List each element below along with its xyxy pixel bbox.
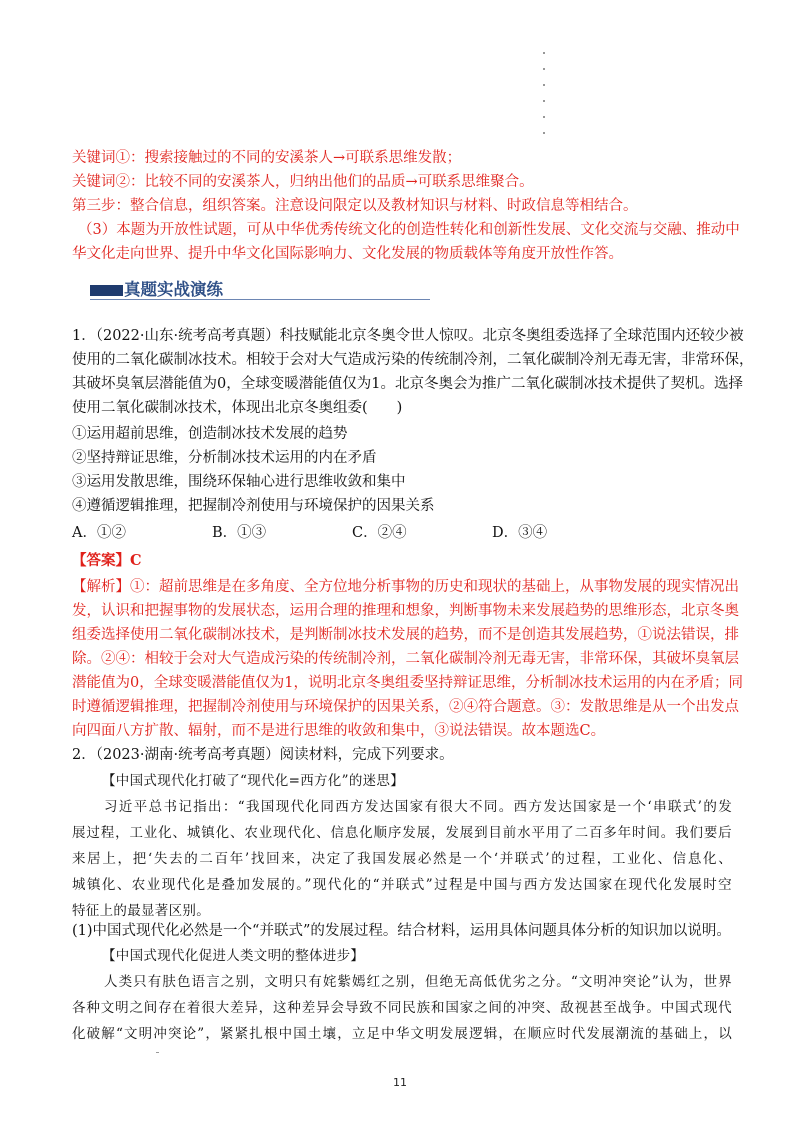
step-three-line: 第三步：整合信息，组织答案。注意设问限定以及教材知识与材料、时政信息等相结合。 (72, 198, 638, 214)
margin-dots (541, 52, 547, 148)
q1-analysis-line-5: 潜能值为0，全球变暖潜能值仅为1，说明北京冬奥组委坚持辩证思维，分析制冰技术运用的内在矛盾；同 (72, 675, 743, 691)
open-question-line-1: （3）本题为开放性试题，可从中华优秀传统文化的创造性转化和创新性发展、文化交流与交融、推动中 (78, 222, 740, 238)
q2-para2-line-2: 各种文明之间存在着很大差异，这种差异会导致不同民族和国家之间的冲突、敌视甚至战争。中国式现代 (72, 1000, 732, 1016)
q1-answer: 【答案】C (72, 552, 142, 569)
keyword-line-2: 关键词②：比较不同的安溪茶人，归纳出他们的品质→可联系思维聚合。 (72, 174, 534, 190)
q1-analysis-line-3: 组委选择使用二氧化碳制冰技术，是判断制冰技术发展的趋势，而不是创造其发展趋势，①说法错误，排 (72, 627, 739, 643)
q1-stem-line-1: 1．（2022·山东·统考高考真题）科技赋能北京冬奥令世人惊叹。北京冬奥组委选择了全球范围内还较少被 (72, 328, 744, 344)
section-underline (90, 299, 430, 300)
open-question-line-2: 华文化走向世界、提升中华文化国际影响力、文化发展的物质载体等角度开放性作答。 (72, 246, 623, 262)
q1-analysis-line-4: 除。②④：相较于会对大气造成污染的传统制冷剂，二氧化碳制冷剂无毒无害，非常环保，其破坏臭氧层 (72, 651, 739, 667)
q2-para1-line-4: 城镇化、农业现代化是叠加发展的。”现代化的“并联式”过程是中国与西方发达国家在现代化发展时空 (72, 877, 732, 893)
q1-stem-line-2: 使用的二氧化碳制冰技术。相较于会对大气造成污染的传统制冷剂，二氧化碳制冷剂无毒无害，非常环保， (72, 352, 754, 368)
q1-analysis-line-2: 发，认识和把握事物的发展状态，运用合理的推理和想象，判断事物未来发展趋势的思维形态，北京冬奥 (72, 603, 739, 619)
option-d: D．③④ (492, 525, 548, 541)
option-b: B．①③ (212, 525, 267, 541)
stray-mark (156, 1052, 159, 1053)
q1-stem-line-4: 使用二氧化碳制冰技术，体现出北京冬奥组委( ) (72, 400, 403, 416)
q1-analysis-line-6: 时遵循逻辑推理，把握制冷剂使用与环境保护的因果关系，②④符合题意。③：发散思维是从一个出发点 (72, 699, 739, 715)
q2-question-1: (1)中国式现代化必然是一个“并联式”的发展过程。结合材料，运用具体问题具体分析的知识加以说明。 (72, 923, 731, 939)
q2-material-heading-1: 【中国式现代化打破了“现代化=西方化”的迷思】 (102, 773, 405, 789)
q2-para1-line-3: 来居上，把‘失去的二百年’找回来，决定了我国发展必然是一个‘并联式’的过程，工业化、信息化、 (72, 851, 732, 867)
q1-item-4: ④遵循逻辑推理，把握制冷剂使用与环境保护的因果关系 (72, 498, 435, 514)
q2-para1-line-5: 特征上的最显著区别。 (72, 903, 210, 919)
q1-item-1: ①运用超前思维，创造制冰技术发展的趋势 (72, 426, 348, 442)
q2-para1-line-2: 展过程，工业化、城镇化、农业现代化、信息化顺序发展，发展到目前水平用了二百多年时间。我们要后 (72, 825, 732, 841)
q1-item-3: ③运用发散思维，围绕环保轴心进行思维收敛和集中 (72, 474, 406, 490)
q2-para2-line-3: 化破解“文明冲突论”，紧紧扎根中国土壤，立足中华文明发展逻辑，在顺应时代发展潮流的基础上，以 (72, 1026, 732, 1042)
section-header (90, 279, 430, 307)
q1-options (72, 523, 632, 543)
section-bar-icon (90, 285, 123, 296)
page-number: 11 (393, 1076, 407, 1089)
q1-stem-line-3: 其破坏臭氧层潜能值为0，全球变暖潜能值仅为1。北京冬奥会为推广二氧化碳制冰技术提供了契机。选择 (72, 376, 743, 392)
q1-analysis-line-1: 【解析】①：超前思维是在多角度、全方位地分析事物的历史和现状的基础上，从事物发展的现实情况出 (72, 579, 739, 595)
option-c: C．②④ (352, 525, 407, 541)
q2-para2-line-1: 人类只有肤色语言之别，文明只有姹紫嫣红之别，但绝无高低优劣之分。“文明冲突论”认为，世界 (104, 974, 732, 990)
keyword-line-1: 关键词①：搜索接触过的不同的安溪茶人→可联系思维发散； (72, 150, 462, 166)
q2-para1-line-1: 习近平总书记指出：“我国现代化同西方发达国家有很大不同。西方发达国家是一个‘串联式’的发 (104, 799, 732, 815)
section-title: 真题实战演练 (124, 280, 223, 299)
q1-item-2: ②坚持辩证思维，分析制冰技术运用的内在矛盾 (72, 450, 377, 466)
q2-material-heading-2: 【中国式现代化促进人类文明的整体进步】 (102, 948, 365, 964)
q2-intro: 2．（2023·湖南·统考高考真题）阅读材料，完成下列要求。 (72, 747, 454, 763)
q1-analysis-line-7: 向四面八方扩散、辐射，而不是进行思维的收敛和集中，③说法错误。故本题选C。 (72, 723, 606, 739)
option-a: A．①② (72, 525, 126, 541)
